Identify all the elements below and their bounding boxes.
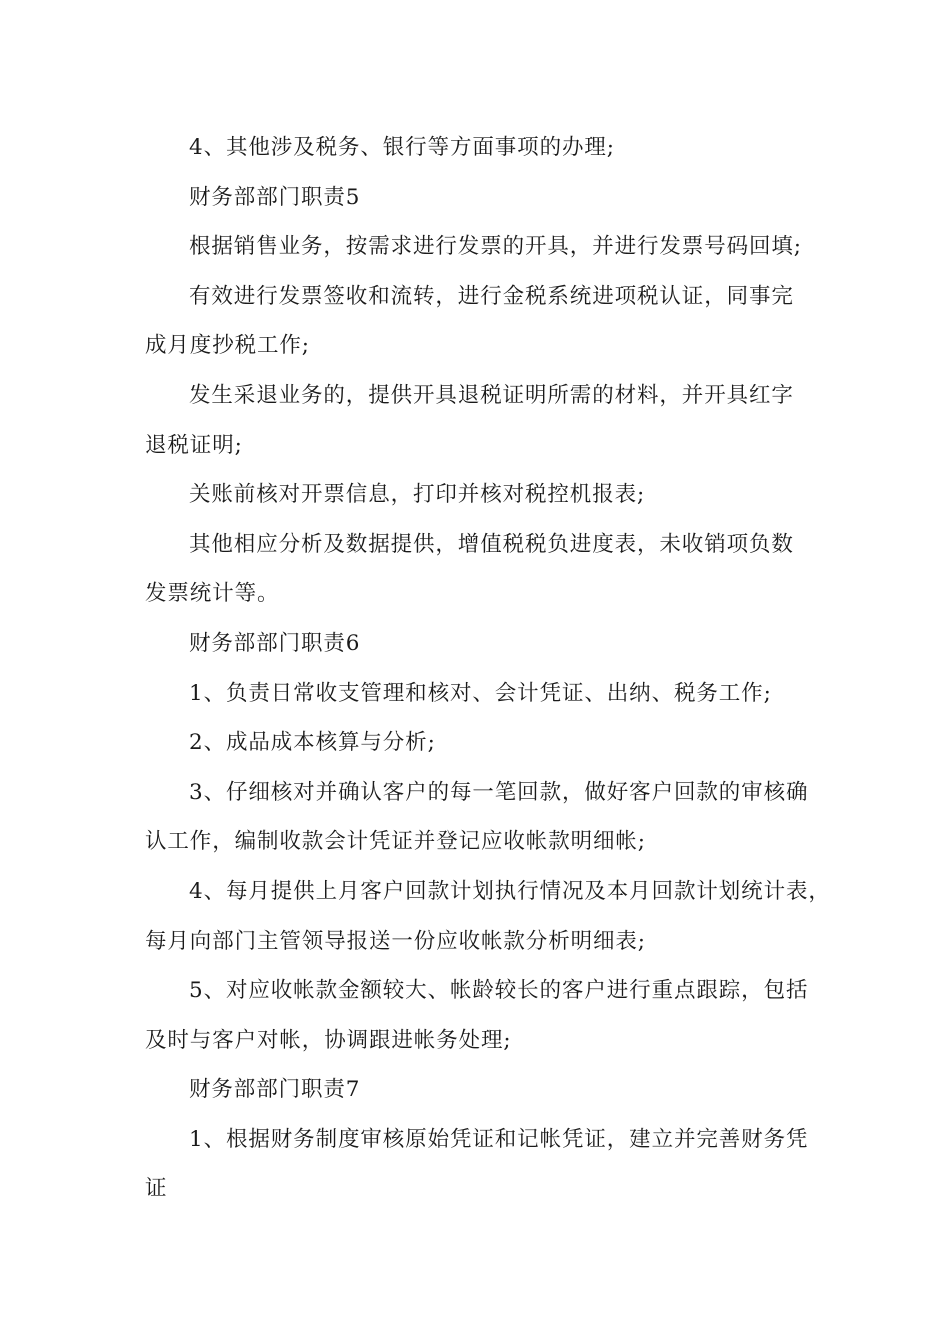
paragraph-line: 证 xyxy=(145,1176,168,1202)
paragraph-line: 1、负责日常收支管理和核对、会计凭证、出纳、税务工作; xyxy=(189,680,772,706)
section-heading: 财务部部门职责6 xyxy=(189,630,361,656)
paragraph-line: 5、对应收帐款金额较大、帐龄较长的客户进行重点跟踪，包括 xyxy=(189,978,809,1004)
paragraph-line: 发票统计等。 xyxy=(145,581,280,607)
paragraph-line: 退税证明; xyxy=(145,432,243,458)
paragraph-line: 2、成品成本核算与分析; xyxy=(189,730,436,756)
paragraph-line: 有效进行发票签收和流转，进行金税系统进项税认证，同事完 xyxy=(189,283,794,309)
paragraph-line: 发生采退业务的，提供开具退税证明所需的材料，并开具红字 xyxy=(189,382,794,408)
document-page xyxy=(145,123,831,1214)
paragraph-line: 及时与客户对帐，协调跟进帐务处理; xyxy=(145,1027,512,1053)
paragraph-line: 认工作，编制收款会计凭证并登记应收帐款明细帐; xyxy=(145,829,646,855)
paragraph-line: 其他相应分析及数据提供，增值税税负进度表，未收销项负数 xyxy=(189,531,794,557)
section-heading: 财务部部门职责5 xyxy=(189,184,361,210)
paragraph-line: 1、根据财务制度审核原始凭证和记帐凭证，建立并完善财务凭 xyxy=(189,1126,809,1152)
paragraph-line: 4、其他涉及税务、银行等方面事项的办理; xyxy=(189,135,615,160)
paragraph-line: 4、每月提供上月客户回款计划执行情况及本月回款计划统计表， xyxy=(189,878,831,904)
paragraph-line: 根据销售业务，按需求进行发票的开具，并进行发票号码回填; xyxy=(189,234,802,260)
paragraph-line: 成月度抄税工作; xyxy=(145,333,310,359)
paragraph-line: 3、仔细核对并确认客户的每一笔回款，做好客户回款的审核确 xyxy=(189,779,809,805)
paragraph-line: 每月向部门主管领导报送一份应收帐款分析明细表; xyxy=(145,928,646,954)
paragraph-line: 关账前核对开票信息，打印并核对税控机报表; xyxy=(189,482,646,508)
section-heading: 财务部部门职责7 xyxy=(189,1077,361,1103)
